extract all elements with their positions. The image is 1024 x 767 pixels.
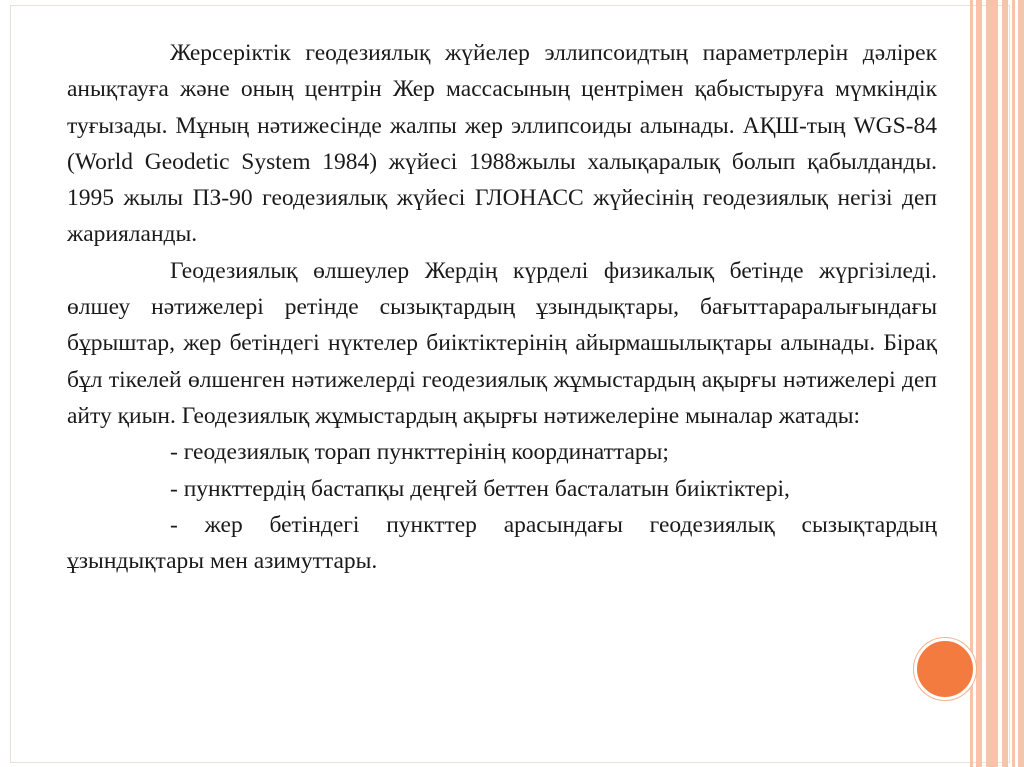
list-item-heights: - пункттердің бастапқы деңгей беттен басталатын биіктіктері,: [170, 475, 790, 502]
text-body: [67, 35, 937, 579]
stripe: [1002, 0, 1008, 767]
stripe: [976, 0, 982, 767]
paragraph-1: Жерсеріктік геодезиялық жүйелер эллипсоидтың параметрлерін дәлірек анықтауға және оның центрін Жер массасының центрімен қабыстыруға мүмкіндік туғызады. Мұның нәтижесінде жалпы жер эллипсоиды алынады. АҚШ-тың WGS-84 (World Geodetic System 1984) жүйесі 1988жылы халықаралық болып қабылданды. 1995 жылы ПЗ-90 геодезиялық жүйесі ГЛОНАСС жүйесінің геодезиялық негізі деп жарияланды.: [67, 40, 937, 248]
paragraph-2: Геодезиялық өлшеулер Жердің күрделі физикалық бетінде жүргізіледі. өлшеу нәтижелері ретінде сызықтардың ұзындықтары, бағыттараралығындағы бұрыштар, жер бетіндегі нүктелер биіктіктерінің айырмашылықтары алынады. Бірақ бұл тікелей өлшенген нәтижелерді геодезиялық жұмыстардың ақырғы нәтижелері деп айту қиын. Геодезиялық жұмыстардың ақырғы нәтижелеріне мыналар жатады:: [67, 257, 937, 429]
stripe: [1018, 0, 1024, 767]
stripe: [986, 0, 998, 767]
list-item-coordinates: - геодезиялық торап пункттерінің координаттары;: [170, 439, 669, 466]
accent-circle: [914, 638, 976, 700]
stripe: [1012, 0, 1015, 767]
decorative-stripes: [968, 0, 1024, 767]
list-item-lengths: - жер бетіндегі пункттер арасындағы геодезиялық сызықтардың ұзындықтары мен азимуттары.: [67, 511, 937, 575]
